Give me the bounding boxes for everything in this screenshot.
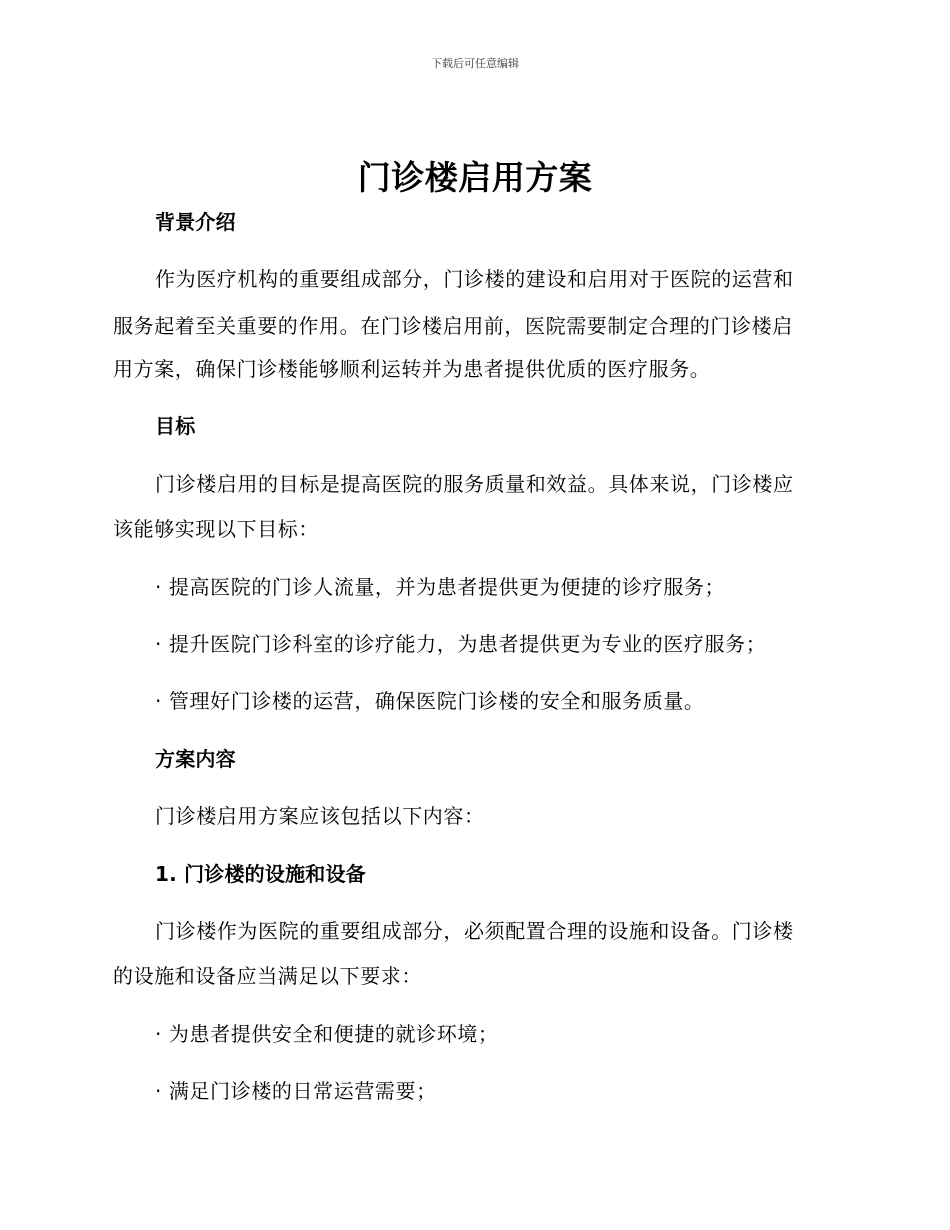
bullet-item: · 管理好门诊楼的运营，确保医院门诊楼的安全和服务质量。 — [155, 689, 705, 713]
section-heading-plan: 方案内容 — [155, 747, 236, 771]
paragraph-line: 门诊楼作为医院的重要组成部分，必须配置合理的设施和设备。门诊楼 — [155, 919, 794, 943]
paragraph-line: 用方案，确保门诊楼能够顺利运转并为患者提供优质的医疗服务。 — [113, 357, 711, 381]
bullet-item: · 满足门诊楼的日常运营需要； — [155, 1079, 437, 1103]
bullet-item: · 提高医院的门诊人流量，并为患者提供更为便捷的诊疗服务； — [155, 575, 726, 599]
page-title: 门诊楼启用方案 — [357, 158, 593, 197]
paragraph-line: 门诊楼启用的目标是提高医院的服务质量和效益。具体来说，门诊楼应 — [155, 472, 794, 496]
section-heading-goal: 目标 — [155, 414, 196, 438]
bullet-item: · 为患者提供安全和便捷的就诊环境； — [155, 1022, 499, 1046]
subsection-heading-facilities: 1. 门诊楼的设施和设备 — [155, 862, 366, 886]
section-heading-background: 背景介绍 — [155, 210, 236, 234]
header-note: 下载后可任意编辑 — [431, 57, 519, 70]
paragraph-line: 门诊楼启用方案应该包括以下内容： — [155, 804, 485, 828]
paragraph-line: 的设施和设备应当满足以下要求： — [113, 964, 422, 988]
paragraph-line: 作为医疗机构的重要组成部分，门诊楼的建设和启用对于医院的运营和 — [155, 267, 794, 291]
paragraph-line: 该能够实现以下目标： — [113, 517, 319, 541]
paragraph-line: 服务起着至关重要的作用。在门诊楼启用前，医院需要制定合理的门诊楼启 — [113, 314, 793, 338]
bullet-item: · 提升医院门诊科室的诊疗能力，为患者提供更为专业的医疗服务； — [155, 632, 767, 656]
